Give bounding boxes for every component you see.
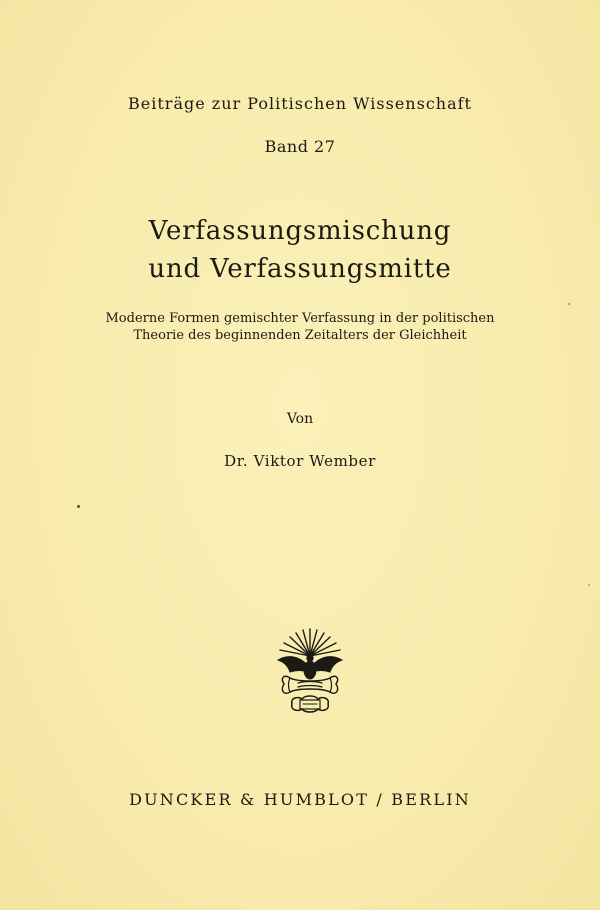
subtitle-line-1: Moderne Formen gemischter Verfassung in der politischen <box>105 311 495 326</box>
volume-number: Band 27 <box>264 137 336 156</box>
book-title-line-1: Verfassungsmischung <box>148 216 452 246</box>
paper-speck <box>588 584 590 586</box>
publisher-imprint: DUNCKER & HUMBLOT / BERLIN <box>129 790 471 809</box>
publisher-eagle-emblem-icon <box>270 626 350 721</box>
by-label: Von <box>286 411 314 427</box>
author-name: Dr. Viktor Wember <box>224 452 376 470</box>
paper-speck <box>568 303 570 305</box>
subtitle-line-2: Theorie des beginnenden Zeitalters der Gleichheit <box>133 328 467 343</box>
series-title: Beiträge zur Politischen Wissenschaft <box>128 94 472 113</box>
paper-speck <box>77 505 80 508</box>
book-title-line-2: und Verfassungsmitte <box>148 254 452 284</box>
